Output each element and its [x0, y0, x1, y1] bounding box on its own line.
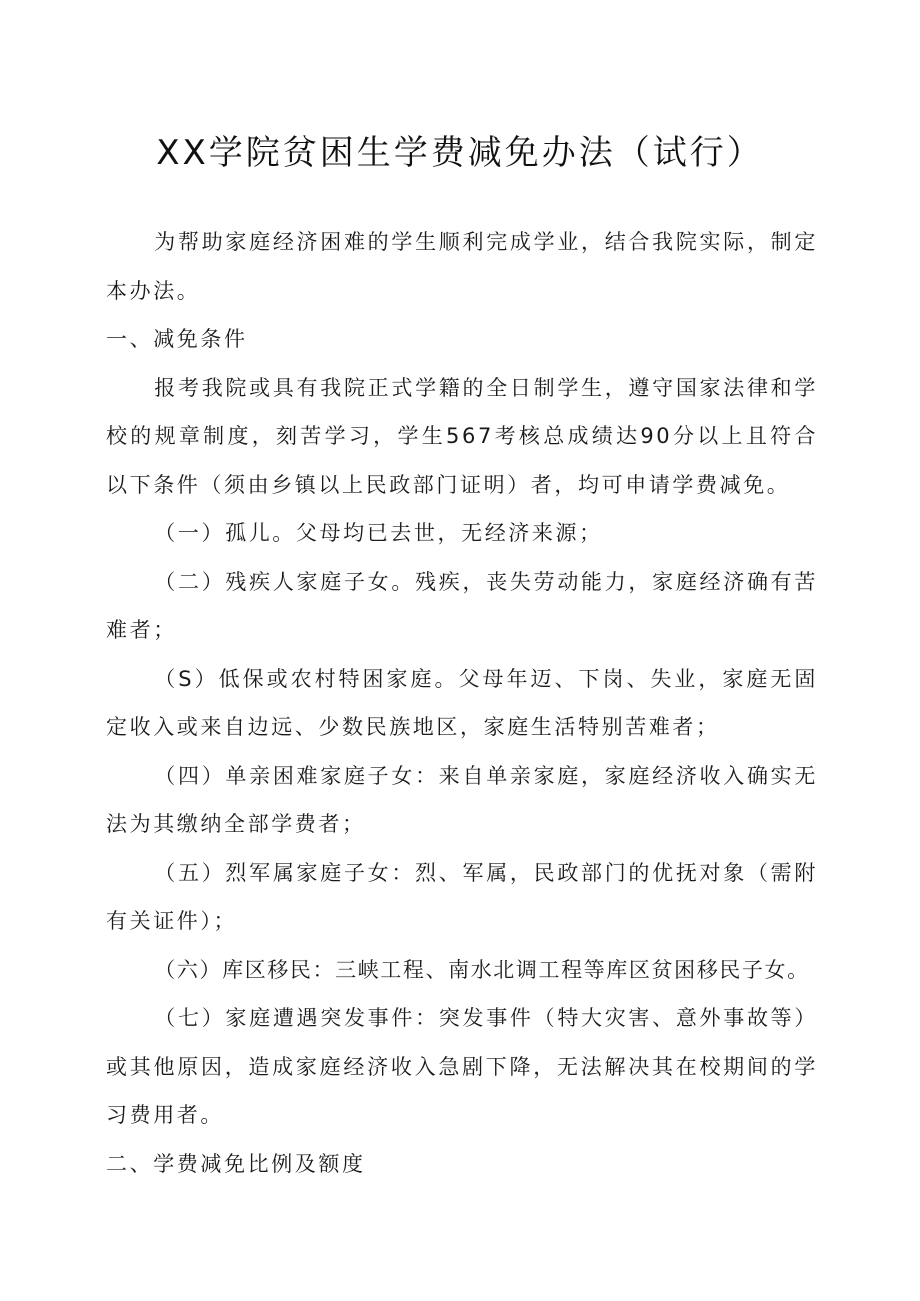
paragraph-eligibility: 报考我院或具有我院正式学籍的全日制学生，遵守国家法律和学校的规章制度，刻苦学习，学生567考核总成绩达90分以上且符合以下条件（须由乡镇以上民政部门证明）者，均可申请学费减免。 — [106, 375, 818, 497]
section-heading-1: 一、减免条件 — [106, 327, 248, 351]
paragraph-intro: 为帮助家庭经济困难的学生顺利完成学业，结合我院实际，制定本办法。 — [106, 230, 818, 303]
condition-item-1: （一）孤儿。父母均已去世，无经济来源； — [154, 521, 603, 545]
condition-item-2: （二）残疾人家庭子女。残疾，丧失劳动能力，家庭经济确有苦难者； — [106, 569, 818, 642]
condition-item-6: （六）库区移民：三峡工程、南水北调工程等库区贫困移民子女。 — [154, 957, 810, 982]
condition-item-4: （四）单亲困难家庭子女：来自单亲家庭，家庭经济收入确实无法为其缴纳全部学费者； — [106, 763, 818, 836]
condition-item-5: （五）烈军属家庭子女：烈、军属，民政部门的优抚对象（需附有关证件）； — [106, 860, 818, 933]
document-body — [106, 218, 818, 1188]
condition-item-7: （七）家庭遭遇突发事件：突发事件（特大灾害、意外事故等）或其他原因，造成家庭经济收入急剧下降，无法解决其在校期间的学习费用者。 — [106, 1006, 818, 1127]
section-heading-2: 二、学费减免比例及额度 — [106, 1151, 366, 1176]
condition-item-3: （S）低保或农村特困家庭。父母年迈、下岗、失业，家庭无固定收入或来自边远、少数民族地区，家庭生活特别苦难者； — [106, 666, 818, 739]
document-title: XX学院贫困生学费减免办法（试行） — [156, 133, 764, 173]
